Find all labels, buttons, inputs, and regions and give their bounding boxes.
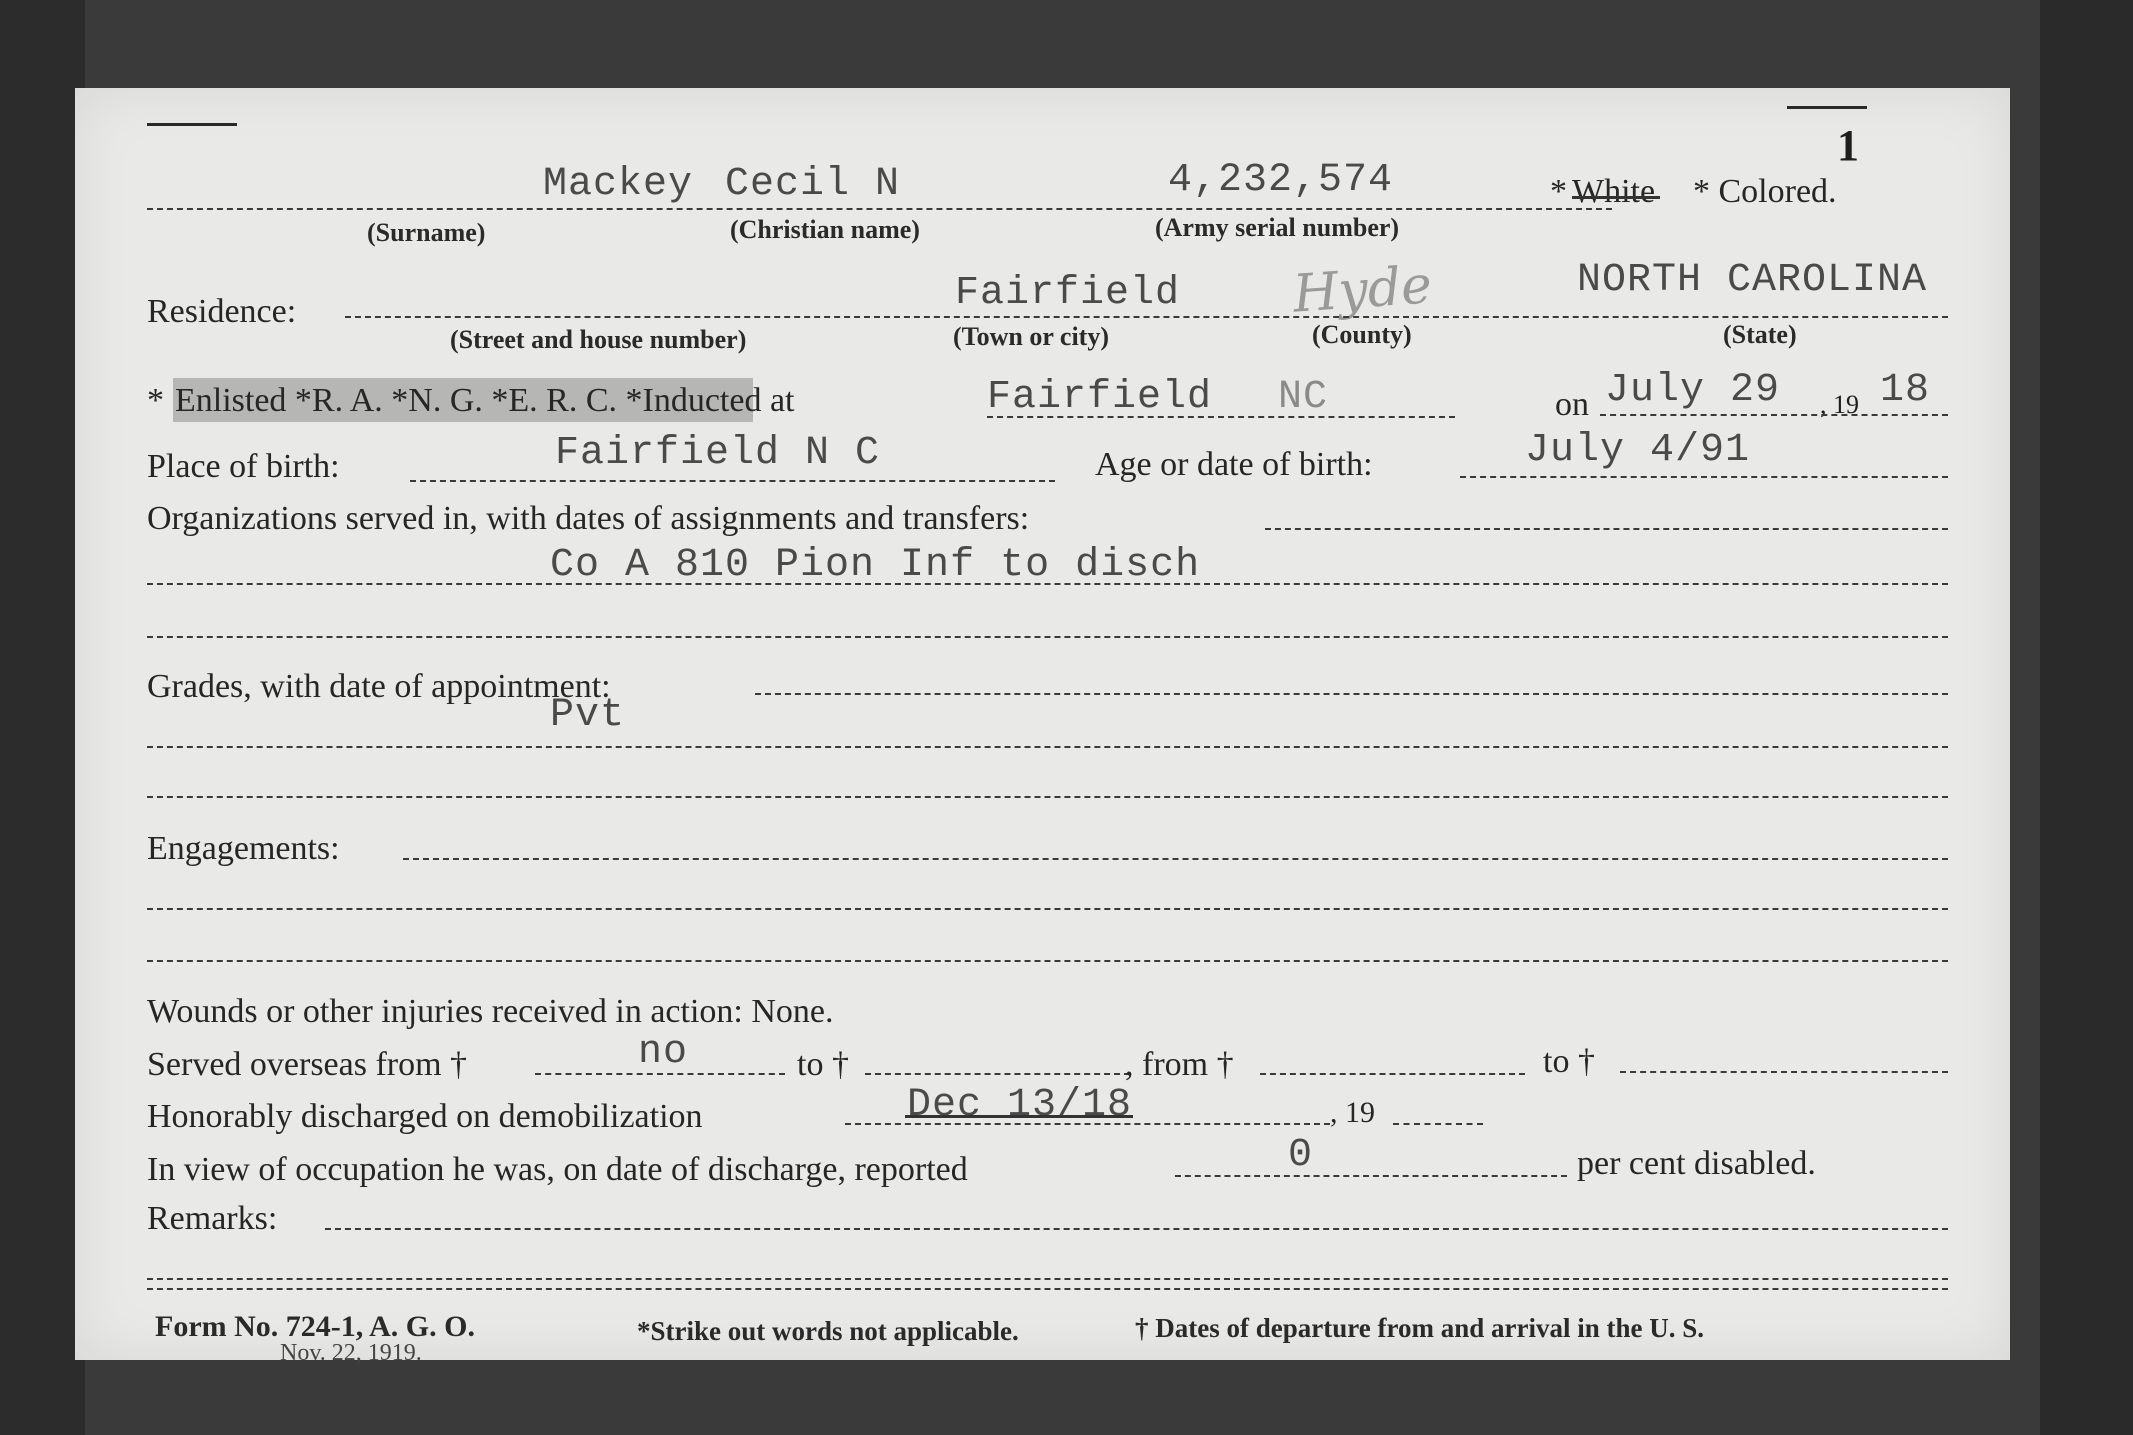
- serial-number-caption: (Army serial number): [1155, 213, 1400, 242]
- induction-year-prefix: , 19: [1820, 390, 1859, 419]
- engagements-line-3: [147, 960, 1948, 962]
- engagements-line-2: [147, 908, 1948, 910]
- residence-county-value: Hyde: [1291, 255, 1434, 325]
- birth-date-value: July 4/91: [1525, 428, 1751, 473]
- disability-label: In view of occupation he was, on date of discharge, reported: [147, 1151, 968, 1188]
- strike-note: *Strike out words not applicable.: [637, 1316, 1019, 1346]
- overseas-from-line: [535, 1073, 785, 1075]
- residence-town-value: Fairfield: [955, 271, 1181, 316]
- birth-place-line: [410, 480, 1055, 482]
- county-caption: (County): [1312, 320, 1412, 349]
- birth-date-label: Age or date of birth:: [1095, 446, 1373, 483]
- discharge-date-value: Dec 13/18: [907, 1083, 1133, 1128]
- discharge-year-prefix: , 19: [1330, 1096, 1375, 1129]
- discharge-year-line: [1393, 1123, 1483, 1125]
- dates-note: † Dates of departure from and arrival in the U. S.: [1135, 1313, 1704, 1343]
- organizations-label: Organizations served in, with dates of assignments and transfers:: [147, 500, 1030, 537]
- form-date: Nov. 22, 1919.: [280, 1340, 422, 1366]
- race-colored: * Colored.: [1693, 173, 1837, 210]
- induction-date-line: [1600, 414, 1948, 416]
- town-caption: (Town or city): [953, 322, 1109, 351]
- wounds-label: Wounds or other injuries received in action: None.: [147, 993, 834, 1030]
- overseas-to-line: [865, 1073, 1130, 1075]
- disability-value-line: [1175, 1175, 1567, 1177]
- disability-value: 0: [1288, 1133, 1314, 1178]
- overseas-from2-label: , from †: [1125, 1046, 1234, 1083]
- discharge-line: [845, 1123, 1330, 1125]
- top-left-rule: [147, 123, 237, 126]
- grades-line-2: [147, 746, 1948, 748]
- induction-state-value: NC: [1278, 375, 1329, 420]
- christian-name-value: Cecil N: [725, 162, 901, 207]
- background-left: [0, 0, 85, 1435]
- induction-date-value: July 29: [1605, 368, 1781, 413]
- induction-line: [987, 416, 1455, 418]
- state-caption: (State): [1723, 320, 1797, 349]
- remarks-line-3: [147, 1288, 1948, 1290]
- induction-place-value: Fairfield: [987, 375, 1213, 420]
- background-right: [2040, 0, 2133, 1435]
- grades-label: Grades, with date of appointment:: [147, 668, 611, 705]
- race-prefix: *: [1550, 173, 1567, 210]
- birth-date-line: [1460, 476, 1948, 478]
- remarks-label: Remarks:: [147, 1200, 278, 1237]
- overseas-to-label: to †: [797, 1046, 849, 1083]
- engagements-line-1: [403, 858, 1948, 860]
- card-number: 1: [1837, 121, 1859, 170]
- residence-line: [345, 316, 1948, 318]
- remarks-line-1: [325, 1228, 1948, 1230]
- organizations-line-2: [147, 583, 1948, 585]
- grades-line-1: [755, 693, 1948, 695]
- engagements-label: Engagements:: [147, 830, 340, 867]
- remarks-line-2: [147, 1278, 1948, 1280]
- serial-number-value: 4,232,574: [1168, 158, 1394, 203]
- discharge-label: Honorably discharged on demobilization: [147, 1098, 703, 1135]
- induction-on-label: on: [1555, 386, 1589, 423]
- grades-line-3: [147, 796, 1948, 798]
- surname-caption: (Surname): [367, 218, 486, 247]
- name-line: [147, 208, 1612, 210]
- induction-prefix: *: [147, 382, 164, 419]
- street-caption: (Street and house number): [450, 325, 747, 354]
- overseas-from-value: no: [638, 1030, 689, 1075]
- christian-name-caption: (Christian name): [730, 215, 920, 244]
- residence-label: Residence:: [147, 293, 297, 330]
- disability-suffix: per cent disabled.: [1577, 1145, 1816, 1182]
- residence-state-value: NORTH CAROLINA: [1577, 258, 1928, 303]
- birth-place-label: Place of birth:: [147, 448, 340, 485]
- overseas-to2-line: [1620, 1071, 1948, 1073]
- organizations-value: Co A 810 Pion Inf to disch: [550, 543, 1201, 588]
- race-white-strikeout: [1572, 196, 1660, 199]
- induction-options: Enlisted *R. A. *N. G. *E. R. C. *Inducted at: [175, 382, 795, 419]
- discharge-date-strikeout: [905, 1115, 1133, 1118]
- organizations-line-1: [1265, 528, 1948, 530]
- race-white-struck: White: [1572, 173, 1656, 210]
- overseas-from-label: Served overseas from †: [147, 1046, 468, 1083]
- birth-place-value: Fairfield N C: [555, 431, 881, 476]
- grades-value: Pvt: [550, 693, 626, 738]
- overseas-to2-label: to †: [1543, 1043, 1595, 1080]
- top-right-rule: [1787, 106, 1867, 109]
- overseas-from2-line: [1260, 1073, 1525, 1075]
- form-number: Form No. 724-1, A. G. O.: [155, 1310, 475, 1343]
- surname-value: Mackey: [543, 162, 694, 207]
- organizations-line-3: [147, 636, 1948, 638]
- service-record-card: [75, 88, 2010, 1366]
- induction-year-value: 18: [1880, 368, 1931, 413]
